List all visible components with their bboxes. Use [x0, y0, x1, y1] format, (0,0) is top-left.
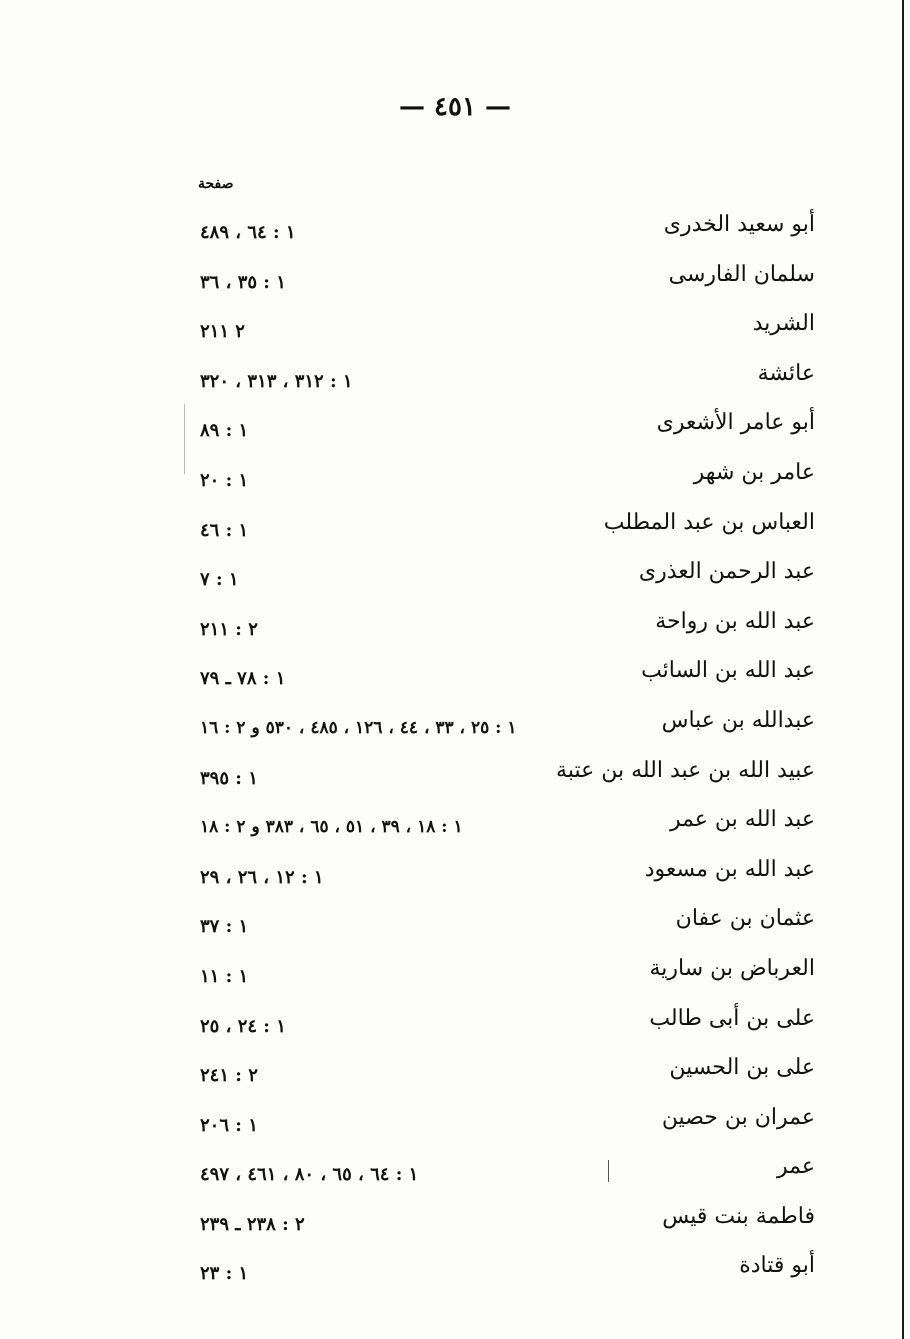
entry-name: عبد الله بن مسعود: [644, 856, 815, 882]
entry-name: عبدالله بن عباس: [661, 707, 815, 733]
entry-name: فاطمة بنت قيس: [662, 1203, 815, 1229]
index-entry: [0, 406, 910, 456]
entry-refs: ٢ ٢١١: [200, 321, 245, 343]
index-entry: [0, 754, 910, 804]
index-entry: [0, 1249, 910, 1299]
index-entry: [0, 952, 910, 1002]
entry-refs: ١ : ١١: [200, 965, 249, 987]
index-entry: [0, 1051, 910, 1101]
entry-name: سلمان الفارسى: [668, 261, 815, 287]
entry-refs: ١ : ١٨ ، ٣٩ ، ٥١ ، ٦٥ ، ٣٨٣ و ٢ : ١٨: [200, 817, 463, 838]
entry-name: العباس بن عبد المطلب: [603, 509, 815, 535]
index-entry: [0, 1150, 910, 1200]
entry-name: على بن الحسين: [669, 1055, 815, 1081]
index-entry: [0, 605, 910, 655]
entry-refs: ١ : ٢٥ ، ٣٣ ، ٤٤ ، ١٢٦ ، ٤٨٥ ، ٥٣٠ و ٢ : ١٦: [200, 717, 517, 738]
entry-refs: ١ : ٢٠٦: [200, 1114, 258, 1136]
index-entry: [0, 704, 910, 754]
entry-name: على بن أبى طالب: [649, 1005, 815, 1031]
entry-name: عامر بن شهر: [693, 459, 815, 485]
entry-refs: ١ : ٣٧: [200, 916, 249, 938]
index-entry: [0, 1002, 910, 1052]
index-entry: [0, 654, 910, 704]
entry-name: عبد الله بن السائب: [641, 658, 815, 684]
entry-refs: ١ : ٧٨ ـ ٧٩: [200, 668, 286, 690]
entry-refs: ١ : ١٢ ، ٢٦ ، ٢٩: [200, 866, 324, 888]
index-entries: [0, 208, 910, 1299]
entry-name: أبو قتادة: [739, 1253, 815, 1279]
index-entry: [0, 1200, 910, 1250]
entry-name: عائشة: [757, 360, 815, 386]
entry-name: عبد الله بن رواحة: [655, 608, 815, 634]
entry-refs: ٢ : ٢٣٨ ـ ٢٣٩: [200, 1213, 305, 1235]
entry-name: عبد الرحمن العذرى: [638, 559, 815, 585]
entry-refs: ١ : ٢٠: [200, 469, 249, 491]
page-number: — ٤٥١ —: [398, 92, 512, 122]
entry-name: العرباض بن سارية: [649, 955, 815, 981]
index-entry: [0, 1101, 910, 1151]
entry-refs: ١ : ٢٣: [200, 1263, 249, 1285]
index-entry: [0, 803, 910, 853]
entry-refs: ١ : ٢٤ ، ٢٥: [200, 1015, 286, 1037]
entry-refs: ٢ : ٢١١: [200, 618, 258, 640]
entry-name: عمران بن حصين: [661, 1104, 815, 1130]
entry-refs: ١ : ٣٩٥: [200, 767, 258, 789]
column-header-page: صفحة: [198, 176, 234, 192]
scan-artifact: [608, 1160, 609, 1182]
index-entry: [0, 456, 910, 506]
entry-refs: ١ : ٨٩: [200, 420, 249, 442]
entry-refs: ١ : ٤٦: [200, 519, 249, 541]
entry-refs: ١ : ٣٥ ، ٣٦: [200, 271, 286, 293]
entry-refs: ٢ : ٢٤١: [200, 1065, 258, 1087]
index-entry: [0, 853, 910, 903]
entry-name: أبو عامر الأشعرى: [656, 410, 815, 436]
entry-refs: ١ : ٧: [200, 569, 239, 591]
entry-name: عبد الله بن عمر: [669, 807, 815, 833]
entry-name: أبو سعيد الخدرى: [663, 212, 815, 237]
scan-artifact: [184, 404, 185, 474]
entry-refs: ١ : ٦٤ ، ٤٨٩: [200, 222, 296, 243]
index-entry: [0, 258, 910, 308]
index-entry: [0, 555, 910, 605]
entry-refs: ١ : ٣١٢ ، ٣١٣ ، ٣٢٠: [200, 370, 353, 392]
index-entry: [0, 208, 910, 258]
index-entry: [0, 357, 910, 407]
index-entry: [0, 506, 910, 556]
index-entry: [0, 902, 910, 952]
entry-refs: ١ : ٦٤ ، ٦٥ ، ٨٠ ، ٤٦١ ، ٤٩٧: [200, 1164, 419, 1186]
index-entry: [0, 307, 910, 357]
entry-name: عثمان بن عفان: [675, 906, 815, 932]
entry-name: عبيد الله بن عبد الله بن عتبة: [556, 757, 815, 783]
entry-name: الشريد: [752, 311, 815, 337]
entry-name: عمر: [777, 1154, 815, 1180]
